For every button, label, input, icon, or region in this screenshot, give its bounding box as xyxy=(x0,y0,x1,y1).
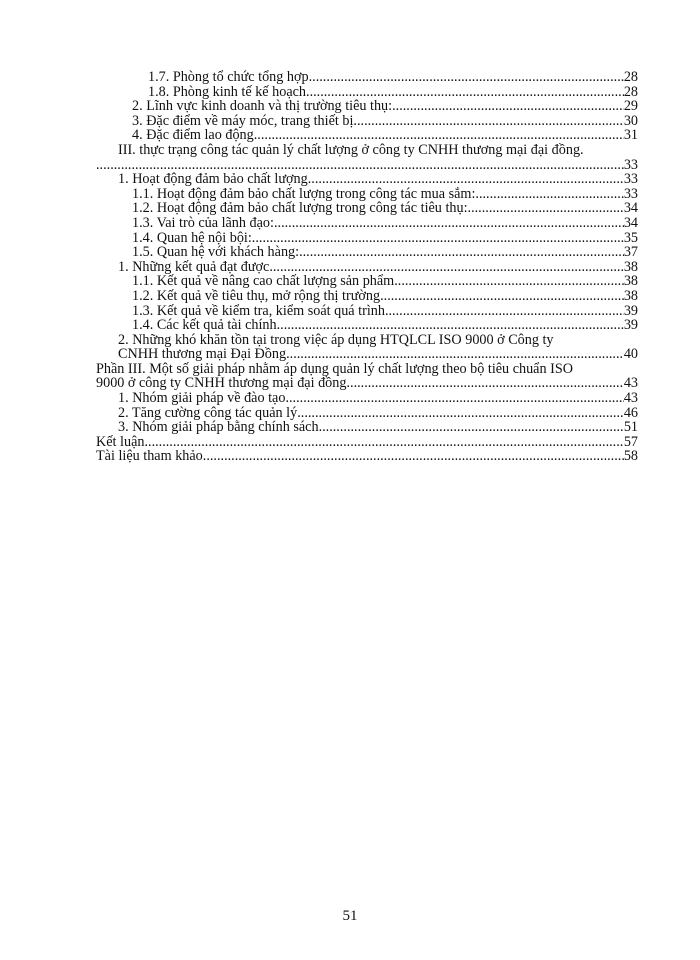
dot-leader xyxy=(252,231,624,246)
toc-entry xyxy=(96,274,638,289)
dot-leader xyxy=(274,216,624,231)
toc-entry-page: 34 xyxy=(623,200,638,217)
toc-entry-title: 1.3. Vai trò của lãnh đạo: xyxy=(132,214,274,231)
toc-entry-page: 33 xyxy=(623,185,638,202)
toc-entry-title-cont: CNHH thương mại Đại Đồng xyxy=(118,346,287,363)
dot-leader xyxy=(257,128,624,143)
toc-entry-page: 39 xyxy=(623,317,638,334)
dot-leader xyxy=(269,260,623,275)
toc-entry-title: Tài liệu tham khảo xyxy=(96,448,203,465)
toc-entry-page: 58 xyxy=(623,448,638,465)
toc-entry xyxy=(96,231,638,246)
toc-entry-page: 29 xyxy=(623,98,638,115)
toc-entry xyxy=(96,391,638,406)
toc-entry xyxy=(96,201,638,216)
toc-entry-title: 1.4. Các kết quả tài chính xyxy=(132,317,277,334)
toc-entry xyxy=(96,216,638,231)
toc-entry xyxy=(96,318,638,333)
toc-entry-page: 38 xyxy=(623,287,638,304)
dot-leader xyxy=(308,172,624,187)
toc-entry xyxy=(96,260,638,275)
toc-entry-page: 57 xyxy=(623,433,638,450)
toc-entry xyxy=(96,333,638,362)
toc-entry-title: Phần III. Một số giải pháp nhằm áp dụng quản lý chất lượng theo bộ tiêu chuẩn ISO xyxy=(96,360,573,377)
toc-entry-page: 34 xyxy=(623,214,638,231)
dot-leader xyxy=(398,274,624,289)
dot-leader xyxy=(319,420,624,435)
toc-entry-title: 1. Hoạt động đảm bảo chất lượng xyxy=(118,171,308,188)
dot-leader xyxy=(392,99,624,114)
dot-leader xyxy=(203,449,624,464)
toc-entry xyxy=(96,172,638,187)
dot-leader xyxy=(306,85,624,100)
toc-entry-page: 40 xyxy=(623,346,638,363)
toc-entry xyxy=(96,128,638,143)
dot-leader xyxy=(299,245,624,260)
dot-leader xyxy=(346,376,623,391)
toc-entry-page: 31 xyxy=(623,127,638,144)
dot-leader xyxy=(385,304,624,319)
toc-entry xyxy=(96,289,638,304)
table-of-contents xyxy=(96,70,638,464)
toc-entry-page: 43 xyxy=(623,375,638,392)
toc-entry xyxy=(96,99,638,114)
toc-entry-title: 2. Tăng cường công tác quản lý xyxy=(118,404,298,421)
toc-entry-page: 51 xyxy=(623,419,638,436)
toc-entry-page: 33 xyxy=(623,171,638,188)
toc-entry-title: Kết luận xyxy=(96,433,145,450)
toc-entry-page: 28 xyxy=(623,83,638,100)
toc-entry-title-cont: 9000 ở công ty CNHH thương mại đại đồng xyxy=(96,375,347,392)
toc-entry-page: 38 xyxy=(623,273,638,290)
toc-entry-title: 3. Đặc điểm về máy móc, trang thiết bị xyxy=(132,112,354,129)
toc-entry-title: 1. Nhóm giải pháp về đào tạo. xyxy=(118,390,289,407)
toc-entry-page: 37 xyxy=(623,244,638,261)
toc-entry-title: 1.5. Quan hệ với khách hàng: xyxy=(132,244,300,261)
toc-entry xyxy=(96,143,638,172)
toc-entry-title: 3. Nhóm giải pháp bằng chính sách xyxy=(118,419,319,436)
toc-entry-title: 2. Những khó khăn tồn tại trong việc áp dụng HTQLCL ISO 9000 ở Công ty xyxy=(118,331,554,348)
toc-entry xyxy=(96,245,638,260)
toc-entry-title: 1.2. Hoạt động đảm bảo chất lượng trong công tác tiêu thụ: xyxy=(132,200,468,217)
dot-leader xyxy=(289,391,624,406)
toc-entry-page: 38 xyxy=(623,258,638,275)
toc-entry xyxy=(96,70,638,85)
dot-leader xyxy=(286,347,624,362)
toc-entry-page: 30 xyxy=(623,112,638,129)
toc-entry xyxy=(96,449,638,464)
toc-entry xyxy=(96,304,638,319)
toc-entry-page: 46 xyxy=(623,404,638,421)
toc-entry-title: 1. Những kết quả đạt được xyxy=(118,258,270,275)
dot-leader xyxy=(468,201,624,216)
toc-entry-title: 1.1. Kết quả về nâng cao chất lượng sản phẩm. xyxy=(132,273,398,290)
toc-entry-title: 2. Lĩnh vực kinh doanh và thị trường tiêu thụ: xyxy=(132,98,393,115)
toc-entry-title: 1.4. Quan hệ nội bội: xyxy=(132,229,252,246)
dot-leader xyxy=(353,114,623,129)
dot-leader xyxy=(96,158,624,173)
toc-entry-title: 1.7. Phòng tổ chức tổng hợp. xyxy=(148,69,313,85)
toc-entry-title: 1.1. Hoạt động đảm bảo chất lượng trong công tác mua sắm: xyxy=(132,185,476,202)
toc-entry-page: 39 xyxy=(623,302,638,319)
toc-entry-title: 4. Đặc điểm lao động. xyxy=(132,127,258,144)
toc-entry xyxy=(96,435,638,450)
dot-leader xyxy=(475,187,623,202)
toc-entry-page: 35 xyxy=(623,229,638,246)
toc-entry xyxy=(96,187,638,202)
toc-entry xyxy=(96,85,638,100)
toc-entry xyxy=(96,114,638,129)
dot-leader xyxy=(312,70,624,85)
toc-entry xyxy=(96,406,638,421)
toc-entry-page: 43 xyxy=(623,390,638,407)
toc-entry-title: III. thực trạng công tác quản lý chất lượng ở công ty CNHH thương mại đại đồng. xyxy=(118,141,584,158)
dot-leader xyxy=(384,289,624,304)
toc-entry-title: 1.3. Kết quả về kiểm tra, kiểm soát quá trình xyxy=(132,302,385,319)
toc-entry xyxy=(96,420,638,435)
toc-entry-title: 1.8. Phòng kinh tế kế hoạch xyxy=(148,83,307,100)
dot-leader xyxy=(297,406,624,421)
dot-leader xyxy=(144,435,623,450)
toc-entry-page: 33 xyxy=(623,156,638,173)
toc-entry-title: 1.2. Kết quả về tiêu thụ, mở rộng thị trường. xyxy=(132,287,384,304)
page-number: 51 xyxy=(342,908,358,924)
toc-entry-page: 28 xyxy=(623,69,638,85)
toc-entry xyxy=(96,362,638,391)
dot-leader xyxy=(277,318,624,333)
